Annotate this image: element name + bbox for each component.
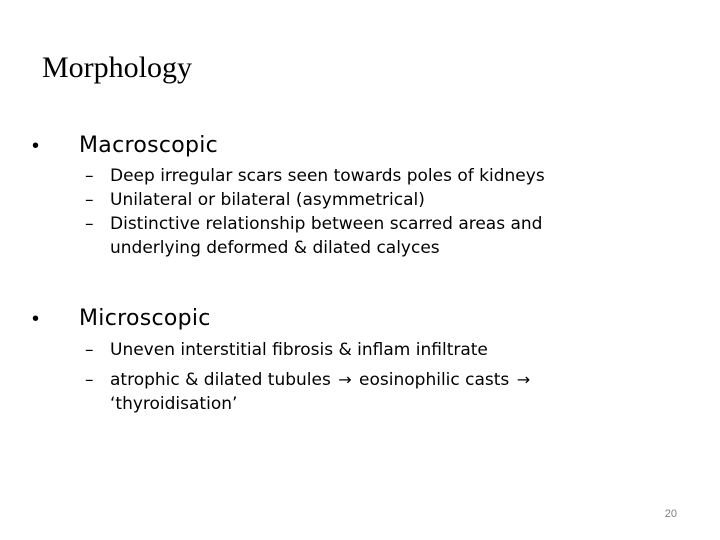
list-item-text: Deep irregular scars seen towards poles of kidneys [110,166,545,186]
section-heading-microscopic: Microscopic [79,306,211,331]
dash-icon: – [85,166,94,186]
arrow-right-icon: → [338,370,352,389]
list-item [0,188,720,212]
arrow-right-icon: → [516,370,531,389]
list-item-text-part: atrophic & dilated tubules [110,370,331,390]
list-item [0,338,720,362]
list-item-text-part: eosinophilic casts [359,370,510,390]
macroscopic-list [0,164,720,260]
dash-icon: – [85,190,94,210]
list-item [0,212,720,260]
dash-icon: – [85,214,94,234]
list-item-text: Distinctive relationship between scarred areas and underlying deformed & dilated calyces [110,214,543,258]
list-item-text: Uneven interstitial fibrosis & inflam infiltrate [110,340,488,360]
dash-icon: – [85,340,94,360]
list-item [0,164,720,188]
slide-title: Morphology [42,51,192,84]
page-number: 20 [664,508,677,520]
microscopic-list [0,338,720,416]
list-item-text: Unilateral or bilateral (asymmetrical) [110,190,425,210]
bullet-icon: • [32,135,40,157]
list-item-text-part: ‘thyroidisation’ [110,394,238,414]
dash-icon: – [85,370,94,390]
list-item [0,368,720,416]
bullet-icon: • [32,308,40,330]
list-item-text [110,368,580,416]
section-heading-macroscopic: Macroscopic [79,133,219,158]
